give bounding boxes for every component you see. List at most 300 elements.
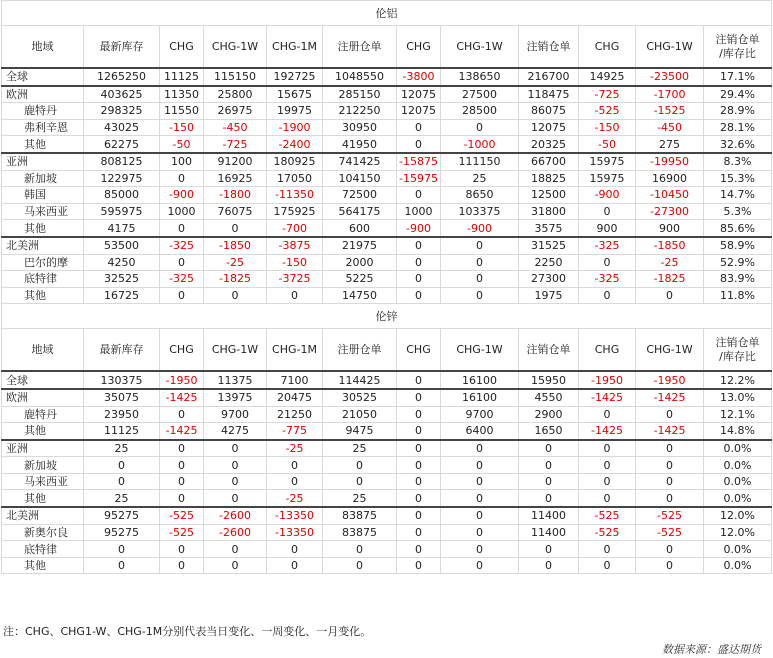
value-cell: 0	[397, 371, 441, 389]
column-header: CHG-1W	[204, 329, 267, 372]
region-cell: 其他	[2, 220, 84, 237]
table-row	[2, 457, 772, 474]
value-cell: 741425	[323, 153, 397, 170]
table-row	[2, 203, 772, 220]
value-cell: -525	[160, 524, 204, 541]
value-cell: 58.9%	[704, 237, 772, 254]
value-cell: 0	[160, 220, 204, 237]
column-header: 注销仓单 /库存比	[704, 26, 772, 69]
value-cell: 0	[160, 457, 204, 474]
value-cell: 5.3%	[704, 203, 772, 220]
value-cell: 2000	[323, 254, 397, 271]
value-cell: 0	[160, 440, 204, 457]
value-cell: 0	[579, 457, 636, 474]
value-cell: -1800	[204, 187, 267, 204]
value-cell: 35075	[84, 389, 160, 406]
value-cell: 1000	[160, 203, 204, 220]
value-cell: 13.0%	[704, 389, 772, 406]
table-row	[2, 254, 772, 271]
value-cell: 32.6%	[704, 136, 772, 153]
value-cell: 0	[323, 557, 397, 574]
value-cell: 285150	[323, 86, 397, 103]
region-cell: 底特律	[2, 541, 84, 558]
value-cell: 17.1%	[704, 68, 772, 86]
value-cell: 83875	[323, 507, 397, 524]
value-cell: 0	[84, 541, 160, 558]
value-cell: 11350	[160, 86, 204, 103]
value-cell: 41950	[323, 136, 397, 153]
column-header: CHG-1W	[441, 26, 519, 69]
table-row	[2, 68, 772, 86]
value-cell: 11550	[160, 103, 204, 120]
value-cell: -1900	[267, 119, 323, 136]
value-cell: 30525	[323, 389, 397, 406]
value-cell: 0	[397, 187, 441, 204]
value-cell: -1425	[160, 423, 204, 440]
value-cell: -1825	[204, 271, 267, 288]
value-cell: 14.8%	[704, 423, 772, 440]
value-cell: 0	[636, 557, 704, 574]
value-cell: 25	[84, 440, 160, 457]
value-cell: 0	[204, 220, 267, 237]
column-header: 注销仓单	[519, 26, 579, 69]
value-cell: -325	[160, 271, 204, 288]
value-cell: 25	[323, 490, 397, 507]
column-header: 注册仓单	[323, 26, 397, 69]
region-cell: 马来西亚	[2, 203, 84, 220]
table-row	[2, 406, 772, 423]
value-cell: 13975	[204, 389, 267, 406]
value-cell: -725	[204, 136, 267, 153]
value-cell: 15.3%	[704, 170, 772, 187]
value-cell: 0	[519, 541, 579, 558]
value-cell: 600	[323, 220, 397, 237]
value-cell: -900	[397, 220, 441, 237]
value-cell: 0	[267, 457, 323, 474]
value-cell: 0	[397, 254, 441, 271]
value-cell: 91200	[204, 153, 267, 170]
value-cell: 0	[397, 271, 441, 288]
value-cell: 1000	[397, 203, 441, 220]
value-cell: -525	[636, 507, 704, 524]
value-cell: 11125	[160, 68, 204, 86]
value-cell: 1265250	[84, 68, 160, 86]
value-cell: -25	[636, 254, 704, 271]
column-header: CHG	[397, 329, 441, 372]
value-cell: 23950	[84, 406, 160, 423]
value-cell: 0	[323, 457, 397, 474]
value-cell: 86075	[519, 103, 579, 120]
value-cell: 0.0%	[704, 440, 772, 457]
column-header: 注销仓单 /库存比	[704, 329, 772, 372]
value-cell: 0	[204, 490, 267, 507]
value-cell: -450	[636, 119, 704, 136]
table-row	[2, 389, 772, 406]
value-cell: 62275	[84, 136, 160, 153]
value-cell: 5225	[323, 271, 397, 288]
value-cell: 31525	[519, 237, 579, 254]
value-cell: 0	[397, 490, 441, 507]
table-row	[2, 507, 772, 524]
value-cell: -1950	[160, 371, 204, 389]
value-cell: -525	[636, 524, 704, 541]
value-cell: 0	[397, 541, 441, 558]
value-cell: 0	[397, 406, 441, 423]
value-cell: 0	[441, 440, 519, 457]
value-cell: 0	[323, 541, 397, 558]
value-cell: -325	[579, 271, 636, 288]
value-cell: 12500	[519, 187, 579, 204]
table-row	[2, 170, 772, 187]
value-cell: 3575	[519, 220, 579, 237]
value-cell: 0.0%	[704, 473, 772, 490]
value-cell: 0	[160, 170, 204, 187]
table-row	[2, 119, 772, 136]
value-cell: -25	[204, 254, 267, 271]
region-cell: 鹿特丹	[2, 103, 84, 120]
value-cell: 83.9%	[704, 271, 772, 288]
column-header: CHG-1W	[204, 26, 267, 69]
table-row	[2, 153, 772, 170]
value-cell: 0	[397, 136, 441, 153]
value-cell: 0	[519, 440, 579, 457]
value-cell: 275	[636, 136, 704, 153]
value-cell: 0	[519, 473, 579, 490]
value-cell: 8650	[441, 187, 519, 204]
value-cell: 12.1%	[704, 406, 772, 423]
value-cell: -900	[441, 220, 519, 237]
value-cell: 25	[441, 170, 519, 187]
value-cell: 0	[636, 490, 704, 507]
value-cell: 0	[636, 440, 704, 457]
section-title-row	[2, 1, 772, 26]
value-cell: -525	[160, 507, 204, 524]
table-row	[2, 187, 772, 204]
value-cell: 0	[397, 473, 441, 490]
value-cell: -525	[579, 103, 636, 120]
value-cell: 595975	[84, 203, 160, 220]
value-cell: 16925	[204, 170, 267, 187]
value-cell: 0	[397, 557, 441, 574]
value-cell: 0	[204, 457, 267, 474]
value-cell: 0	[267, 557, 323, 574]
table-row	[2, 271, 772, 288]
value-cell: 115150	[204, 68, 267, 86]
value-cell: -150	[160, 119, 204, 136]
value-cell: -10450	[636, 187, 704, 204]
inventory-table	[1, 0, 772, 574]
value-cell: 0	[441, 119, 519, 136]
column-header: CHG-1M	[267, 26, 323, 69]
value-cell: 0	[579, 490, 636, 507]
value-cell: 130375	[84, 371, 160, 389]
value-cell: 28.9%	[704, 103, 772, 120]
value-cell: 9475	[323, 423, 397, 440]
value-cell: 0.0%	[704, 490, 772, 507]
table-row	[2, 541, 772, 558]
value-cell: 0	[441, 557, 519, 574]
table-row	[2, 524, 772, 541]
value-cell: 0	[160, 254, 204, 271]
column-header: 最新库存	[84, 26, 160, 69]
value-cell: 298325	[84, 103, 160, 120]
value-cell: -1850	[204, 237, 267, 254]
value-cell: -50	[579, 136, 636, 153]
header-row	[2, 26, 772, 69]
value-cell: 12075	[397, 103, 441, 120]
value-cell: 11400	[519, 524, 579, 541]
value-cell: 0	[441, 237, 519, 254]
value-cell: -900	[160, 187, 204, 204]
value-cell: 192725	[267, 68, 323, 86]
value-cell: 76075	[204, 203, 267, 220]
value-cell: 21975	[323, 237, 397, 254]
value-cell: 9700	[204, 406, 267, 423]
value-cell: 0	[160, 287, 204, 304]
column-header: CHG-1W	[441, 329, 519, 372]
value-cell: -23500	[636, 68, 704, 86]
region-cell: 其他	[2, 136, 84, 153]
value-cell: 4275	[204, 423, 267, 440]
value-cell: -19950	[636, 153, 704, 170]
value-cell: 30950	[323, 119, 397, 136]
value-cell: 11400	[519, 507, 579, 524]
region-cell: 欧洲	[2, 86, 84, 103]
value-cell: 0	[519, 457, 579, 474]
value-cell: 85000	[84, 187, 160, 204]
value-cell: 17050	[267, 170, 323, 187]
value-cell: 0	[397, 423, 441, 440]
value-cell: 14750	[323, 287, 397, 304]
column-header: 地域	[2, 329, 84, 372]
table-row	[2, 490, 772, 507]
value-cell: 66700	[519, 153, 579, 170]
value-cell: -3725	[267, 271, 323, 288]
value-cell: 7100	[267, 371, 323, 389]
value-cell: 2250	[519, 254, 579, 271]
value-cell: -1525	[636, 103, 704, 120]
value-cell: 0	[579, 473, 636, 490]
value-cell: 16100	[441, 389, 519, 406]
value-cell: -1425	[579, 389, 636, 406]
value-cell: 0	[397, 287, 441, 304]
region-cell: 亚洲	[2, 153, 84, 170]
region-cell: 全球	[2, 371, 84, 389]
value-cell: 95275	[84, 507, 160, 524]
table-row	[2, 423, 772, 440]
value-cell: -27300	[636, 203, 704, 220]
value-cell: -700	[267, 220, 323, 237]
column-header: CHG	[397, 26, 441, 69]
value-cell: 122975	[84, 170, 160, 187]
table-row	[2, 287, 772, 304]
region-cell: 新加坡	[2, 170, 84, 187]
value-cell: -525	[579, 507, 636, 524]
value-cell: 0.0%	[704, 541, 772, 558]
value-cell: 0	[441, 457, 519, 474]
value-cell: 0	[397, 119, 441, 136]
value-cell: 31800	[519, 203, 579, 220]
value-cell: -1850	[636, 237, 704, 254]
value-cell: 0	[636, 457, 704, 474]
value-cell: 15975	[579, 153, 636, 170]
value-cell: 118475	[519, 86, 579, 103]
value-cell: -2400	[267, 136, 323, 153]
value-cell: 19975	[267, 103, 323, 120]
table-row	[2, 86, 772, 103]
value-cell: 900	[579, 220, 636, 237]
value-cell: 0.0%	[704, 457, 772, 474]
region-cell: 亚洲	[2, 440, 84, 457]
value-cell: 0	[84, 557, 160, 574]
value-cell: 0	[323, 473, 397, 490]
value-cell: 0	[397, 389, 441, 406]
value-cell: 0	[160, 541, 204, 558]
value-cell: -3800	[397, 68, 441, 86]
value-cell: -1425	[636, 389, 704, 406]
value-cell: 4550	[519, 389, 579, 406]
region-cell: 弗利辛恩	[2, 119, 84, 136]
value-cell: 18825	[519, 170, 579, 187]
value-cell: 0	[204, 287, 267, 304]
value-cell: 21250	[267, 406, 323, 423]
value-cell: 114425	[323, 371, 397, 389]
value-cell: -50	[160, 136, 204, 153]
value-cell: 0	[160, 557, 204, 574]
value-cell: 25800	[204, 86, 267, 103]
value-cell: 15675	[267, 86, 323, 103]
value-cell: -325	[579, 237, 636, 254]
value-cell: -1425	[160, 389, 204, 406]
value-cell: 53500	[84, 237, 160, 254]
column-header: CHG-1W	[636, 26, 704, 69]
value-cell: -13350	[267, 524, 323, 541]
table-row	[2, 371, 772, 389]
region-cell: 韩国	[2, 187, 84, 204]
value-cell: 100	[160, 153, 204, 170]
region-cell: 其他	[2, 287, 84, 304]
value-cell: 0	[160, 406, 204, 423]
value-cell: 0	[636, 406, 704, 423]
value-cell: 0	[397, 457, 441, 474]
table-row	[2, 103, 772, 120]
column-header: 地域	[2, 26, 84, 69]
value-cell: 14925	[579, 68, 636, 86]
value-cell: 175925	[267, 203, 323, 220]
value-cell: -525	[579, 524, 636, 541]
value-cell: 27500	[441, 86, 519, 103]
value-cell: 28500	[441, 103, 519, 120]
value-cell: -25	[267, 490, 323, 507]
region-cell: 北美洲	[2, 507, 84, 524]
value-cell: -13350	[267, 507, 323, 524]
value-cell: 0	[267, 287, 323, 304]
value-cell: 11375	[204, 371, 267, 389]
value-cell: 32525	[84, 271, 160, 288]
value-cell: 2900	[519, 406, 579, 423]
value-cell: 16725	[84, 287, 160, 304]
region-cell: 新加坡	[2, 457, 84, 474]
value-cell: 212250	[323, 103, 397, 120]
value-cell: 0	[160, 473, 204, 490]
value-cell: -150	[267, 254, 323, 271]
value-cell: -1825	[636, 271, 704, 288]
value-cell: 0	[84, 457, 160, 474]
value-cell: 0	[204, 557, 267, 574]
value-cell: -11350	[267, 187, 323, 204]
value-cell: -450	[204, 119, 267, 136]
value-cell: -150	[579, 119, 636, 136]
region-cell: 其他	[2, 423, 84, 440]
value-cell: 403625	[84, 86, 160, 103]
value-cell: 85.6%	[704, 220, 772, 237]
value-cell: 216700	[519, 68, 579, 86]
value-cell: 0	[441, 287, 519, 304]
value-cell: 111150	[441, 153, 519, 170]
value-cell: 29.4%	[704, 86, 772, 103]
value-cell: -1700	[636, 86, 704, 103]
value-cell: 0	[579, 440, 636, 457]
value-cell: 564175	[323, 203, 397, 220]
value-cell: 25	[84, 490, 160, 507]
region-cell: 全球	[2, 68, 84, 86]
column-header: CHG	[579, 329, 636, 372]
value-cell: 0	[160, 490, 204, 507]
value-cell: 8.3%	[704, 153, 772, 170]
value-cell: -1950	[636, 371, 704, 389]
value-cell: 12075	[519, 119, 579, 136]
value-cell: 25	[323, 440, 397, 457]
data-source: 数据来源：盛达期货	[662, 643, 761, 656]
value-cell: 52.9%	[704, 254, 772, 271]
value-cell: 180925	[267, 153, 323, 170]
value-cell: 0	[441, 271, 519, 288]
value-cell: -1425	[579, 423, 636, 440]
value-cell: 0	[636, 473, 704, 490]
value-cell: 900	[636, 220, 704, 237]
value-cell: 20325	[519, 136, 579, 153]
header-row	[2, 329, 772, 372]
value-cell: 0	[579, 203, 636, 220]
value-cell: 0	[579, 287, 636, 304]
region-cell: 鹿特丹	[2, 406, 84, 423]
value-cell: 83875	[323, 524, 397, 541]
value-cell: 6400	[441, 423, 519, 440]
value-cell: 0	[579, 541, 636, 558]
value-cell: 43025	[84, 119, 160, 136]
region-cell: 底特律	[2, 271, 84, 288]
value-cell: 26975	[204, 103, 267, 120]
table-row	[2, 220, 772, 237]
footnote: 注：CHG、CHG1-W、CHG-1M分别代表当日变化、一周变化、一月变化。	[3, 625, 372, 638]
value-cell: 21050	[323, 406, 397, 423]
region-cell: 其他	[2, 557, 84, 574]
value-cell: 11.8%	[704, 287, 772, 304]
value-cell: 0	[267, 541, 323, 558]
value-cell: 0	[204, 473, 267, 490]
value-cell: -1950	[579, 371, 636, 389]
value-cell: 95275	[84, 524, 160, 541]
column-header: CHG-1M	[267, 329, 323, 372]
section-title: 伦锌	[2, 304, 772, 329]
value-cell: -15975	[397, 170, 441, 187]
table-row	[2, 136, 772, 153]
value-cell: 16900	[636, 170, 704, 187]
value-cell: 0	[441, 507, 519, 524]
value-cell: 0	[579, 557, 636, 574]
value-cell: 12.0%	[704, 507, 772, 524]
column-header: 最新库存	[84, 329, 160, 372]
